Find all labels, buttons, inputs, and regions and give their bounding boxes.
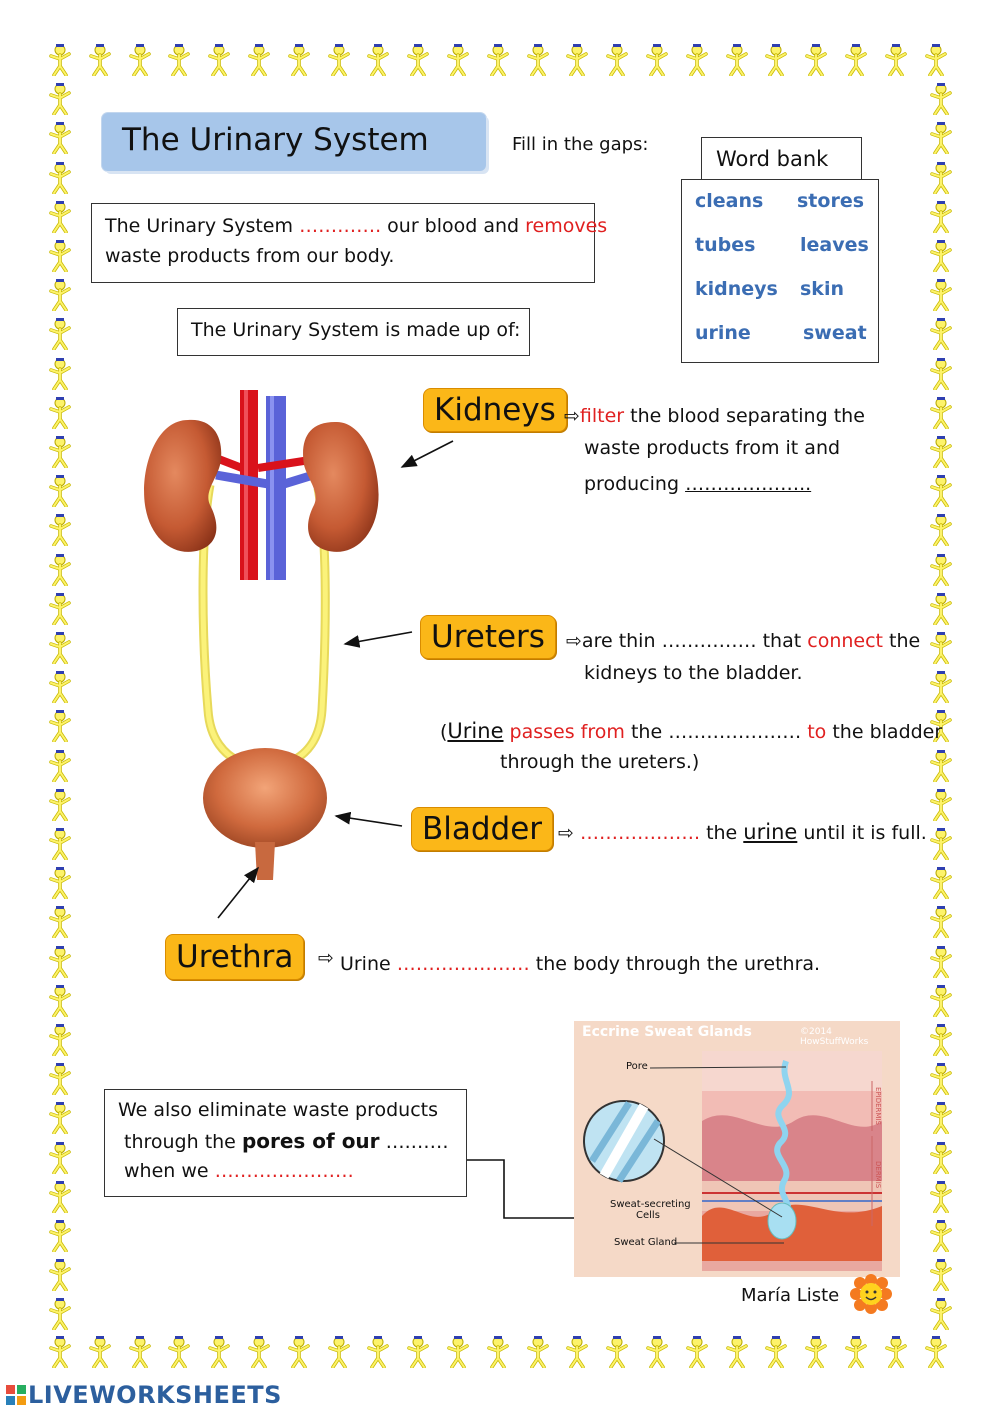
dermis-label: DERMIS [874, 1161, 882, 1189]
kidneys-text: the blood separating the [630, 405, 865, 427]
border-figure-icon [47, 1063, 73, 1095]
skin-line-2 [124, 1126, 449, 1158]
border-figure-icon [923, 1336, 949, 1368]
border-figure-icon [326, 1336, 352, 1368]
border-figure-icon [47, 122, 73, 154]
word-bank-word: stores [797, 190, 865, 212]
arrow-icon: ⇨ [558, 822, 574, 844]
skin-bold: pores of our [241, 1129, 380, 1153]
skin-line-1: We also eliminate waste products [118, 1099, 439, 1121]
ureters-line-1 [566, 626, 920, 657]
border-figure-icon [604, 44, 630, 76]
border-figure-icon [928, 946, 954, 978]
border-figure-icon [883, 1336, 909, 1368]
border-figure-icon [928, 1142, 954, 1174]
border-figure-icon [47, 671, 73, 703]
border-figure-icon [47, 240, 73, 272]
bladder-text: the [706, 822, 738, 844]
kidneys-line-3 [584, 469, 811, 500]
intro-box [91, 203, 608, 283]
border-figure-icon [763, 44, 789, 76]
bladder-text: until it is full. [803, 822, 927, 844]
border-figure-icon [47, 83, 73, 115]
border-figure-icon [47, 1181, 73, 1213]
border-figure-icon [445, 44, 471, 76]
border-figure-icon [47, 946, 73, 978]
word-bank-word: kidneys [695, 278, 778, 300]
brand-text: LIVEWORKSHEETS [28, 1381, 282, 1409]
urethra-text: Urine [339, 953, 391, 975]
border-figure-icon [365, 44, 391, 76]
border-figure-icon [928, 632, 954, 664]
ureters-label: Ureters [420, 615, 556, 659]
bladder-urine: urine [743, 820, 798, 844]
border-figure-icon [286, 1336, 312, 1368]
border-figure-icon [928, 1220, 954, 1252]
border-figure-icon [47, 906, 73, 938]
border-figure-icon [47, 710, 73, 742]
liveworksheets-icon [6, 1385, 26, 1405]
kidneys-blank[interactable]: ……………….. [685, 473, 812, 495]
sun-flower-icon [850, 1274, 892, 1314]
figure-copyright: ©2014 HowStuffWorks [800, 1027, 869, 1047]
urethra-blank[interactable]: ………………… [396, 953, 530, 975]
border-figure-icon [166, 1336, 192, 1368]
skin-blank[interactable]: …………………. [214, 1160, 354, 1182]
bladder-label: Bladder [411, 807, 553, 851]
border-figure-icon [445, 1336, 471, 1368]
word-bank-word: sweat [803, 322, 867, 344]
pore-label: Pore [626, 1061, 648, 1072]
border-figure-icon [928, 671, 954, 703]
border-figure-icon [604, 1336, 630, 1368]
border-figure-icon [246, 1336, 272, 1368]
border-figure-icon [803, 44, 829, 76]
border-figure-icon [127, 1336, 153, 1368]
made-up-of-box [177, 308, 530, 356]
word-bank-word: leaves [800, 234, 869, 256]
border-figure-icon [365, 1336, 391, 1368]
ureters-note-line-2: through the ureters.) [500, 751, 700, 773]
border-figure-icon [928, 240, 954, 272]
border-figure-icon [47, 1220, 73, 1252]
kidneys-label: Kidneys [423, 388, 567, 432]
arrow-icon: ⇨ [566, 630, 582, 652]
word-bank-word: urine [695, 322, 751, 344]
ureters-highlight: connect [807, 630, 883, 652]
border-figure-icon [47, 201, 73, 233]
border-figure-icon [47, 318, 73, 350]
border-figure-icon [928, 475, 954, 507]
border-figure-icon [928, 593, 954, 625]
border-figure-icon [928, 83, 954, 115]
word-bank-word: skin [800, 278, 844, 300]
border-figure-icon [928, 1181, 954, 1213]
kidneys-text: producing [584, 473, 680, 495]
border-figure-icon [47, 162, 73, 194]
border-figure-icon [928, 1024, 954, 1056]
intro-blank[interactable]: …………. [299, 215, 382, 237]
border-figure-icon [47, 1336, 73, 1368]
border-figure-icon [47, 436, 73, 468]
border-figure-icon [928, 867, 954, 899]
urethra-line [318, 943, 820, 980]
border-figure-icon [47, 828, 73, 860]
ureters-line-2: kidneys to the bladder. [584, 662, 803, 684]
kidneys-line-1 [564, 401, 865, 432]
border-figure-icon [525, 1336, 551, 1368]
border-figure-icon [644, 44, 670, 76]
kidneys-highlight: filter [579, 405, 625, 427]
kidneys-line-2: waste products from it and [584, 437, 841, 459]
border-figure-icon [405, 1336, 431, 1368]
ureters-blank[interactable]: …………… [661, 630, 757, 652]
urinary-system-illustration [130, 380, 430, 900]
border-figure-icon [564, 44, 590, 76]
border-figure-icon [47, 789, 73, 821]
arrow-icon: ⇨ [318, 947, 334, 969]
border-figure-icon [206, 44, 232, 76]
intro-line-2: waste products from our body. [105, 245, 395, 267]
note-highlight: passes from [509, 721, 625, 743]
border-figure-icon [326, 44, 352, 76]
border-figure-icon [928, 514, 954, 546]
note-urine: Urine [447, 719, 504, 743]
note-paren: ( [440, 721, 448, 743]
bladder-line [558, 817, 927, 849]
border-figure-icon [644, 1336, 670, 1368]
bladder-blank[interactable]: ………………. [579, 822, 701, 844]
page-title: The Urinary System [122, 122, 429, 158]
border-figure-icon [485, 44, 511, 76]
border-figure-icon [928, 1298, 954, 1330]
border-figure-icon [564, 1336, 590, 1368]
border-figure-icon [47, 867, 73, 899]
word-bank-box [681, 179, 879, 363]
ureters-text: the [889, 630, 921, 652]
word-bank-title-box [701, 137, 862, 180]
border-figure-icon [928, 789, 954, 821]
border-figure-icon [843, 1336, 869, 1368]
ureters-text: are thin [581, 630, 656, 652]
border-figure-icon [684, 1336, 710, 1368]
border-figure-icon [47, 632, 73, 664]
border-figure-icon [928, 906, 954, 938]
ureters-text: that [762, 630, 802, 652]
border-figure-icon [928, 750, 954, 782]
epidermis-label: EPIDERMIS [874, 1087, 882, 1125]
border-figure-icon [928, 828, 954, 860]
border-figure-icon [47, 1024, 73, 1056]
border-figure-icon [206, 1336, 232, 1368]
border-figure-icon [47, 1298, 73, 1330]
sweat-gland-figure [574, 1021, 900, 1277]
urethra-label: Urethra [165, 934, 304, 980]
border-figure-icon [47, 554, 73, 586]
border-figure-icon [928, 279, 954, 311]
border-figure-icon [923, 44, 949, 76]
border-figure-icon [928, 201, 954, 233]
word-bank-title: Word bank [716, 147, 829, 171]
border-figure-icon [928, 1102, 954, 1134]
border-figure-icon [166, 44, 192, 76]
border-figure-icon [47, 358, 73, 390]
border-figure-icon [684, 44, 710, 76]
urethra-text: the body through the urethra. [535, 953, 821, 975]
border-figure-icon [47, 279, 73, 311]
border-figure-icon [928, 985, 954, 1017]
border-figure-icon [87, 1336, 113, 1368]
skin-text: when we [124, 1160, 209, 1182]
border-figure-icon [47, 475, 73, 507]
border-figure-icon [928, 554, 954, 586]
note-text: the [630, 721, 663, 743]
border-figure-icon [87, 44, 113, 76]
border-figure-icon [928, 1259, 954, 1291]
border-figure-icon [47, 44, 73, 76]
border-figure-icon [47, 1102, 73, 1134]
ureters-note-line-1 [440, 716, 942, 748]
border-figure-icon [47, 593, 73, 625]
figure-title: Eccrine Sweat Glands [582, 1024, 752, 1040]
border-figure-icon [928, 162, 954, 194]
gland-label: Sweat Gland [614, 1237, 678, 1248]
skin-box [104, 1089, 467, 1197]
skin-line-3 [124, 1156, 354, 1187]
border-figure-icon [47, 1142, 73, 1174]
border-figure-icon [928, 358, 954, 390]
border-figure-icon [286, 44, 312, 76]
word-bank-word: cleans [695, 190, 764, 212]
border-figure-icon [928, 1063, 954, 1095]
border-figure-icon [928, 436, 954, 468]
border-figure-icon [127, 44, 153, 76]
instruction-text: Fill in the gaps: [512, 134, 649, 155]
skin-blank[interactable]: ….…… [385, 1131, 449, 1153]
border-figure-icon [928, 318, 954, 350]
border-figure-icon [928, 397, 954, 429]
word-bank-word: tubes [695, 234, 756, 256]
border-figure-icon [47, 750, 73, 782]
arrow-icon: ⇨ [564, 405, 580, 427]
border-figure-icon [47, 1259, 73, 1291]
skin-text: through the [124, 1131, 236, 1153]
intro-text: our blood and [387, 215, 520, 237]
border-figure-icon [803, 1336, 829, 1368]
border-figure-icon [928, 122, 954, 154]
note-to: to [807, 721, 827, 743]
made-up-of-text: The Urinary System is made up of: [191, 319, 521, 341]
cells-label-2: Cells [636, 1210, 660, 1221]
border-figure-icon [724, 1336, 750, 1368]
intro-line-1 [105, 211, 607, 242]
border-figure-icon [47, 514, 73, 546]
border-figure-icon [724, 44, 750, 76]
note-blank[interactable]: ………………… [668, 721, 802, 743]
border-figure-icon [47, 985, 73, 1017]
border-figure-icon [525, 44, 551, 76]
border-figure-icon [843, 44, 869, 76]
border-figure-icon [763, 1336, 789, 1368]
author-name: María Liste [741, 1285, 840, 1306]
intro-text: The Urinary System [105, 215, 294, 237]
border-figure-icon [485, 1336, 511, 1368]
border-figure-icon [883, 44, 909, 76]
border-figure-icon [47, 397, 73, 429]
cells-label: Sweat-secreting [610, 1199, 691, 1210]
title-banner [102, 113, 486, 171]
note-text: the bladder [832, 721, 943, 743]
border-figure-icon [246, 44, 272, 76]
border-figure-icon [405, 44, 431, 76]
intro-highlight: removes [525, 215, 608, 237]
